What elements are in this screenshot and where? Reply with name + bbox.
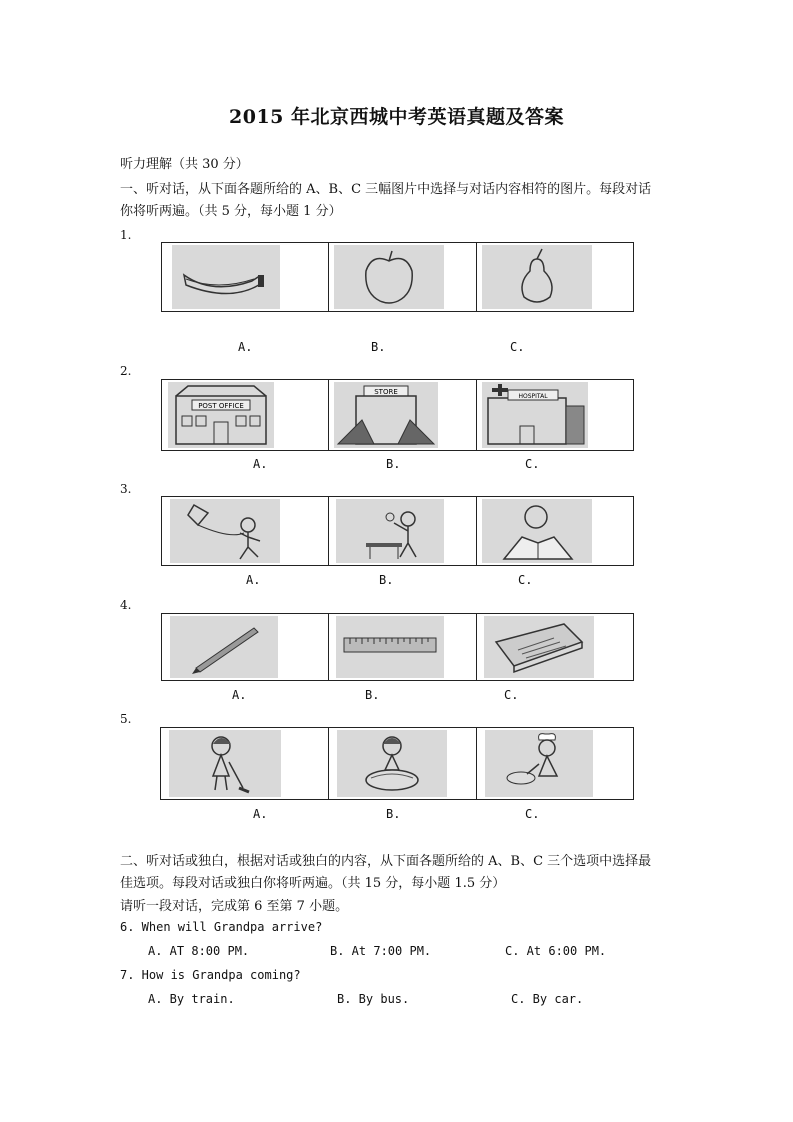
hospital-sign: HOSPITAL: [518, 393, 548, 400]
option-label-c: C.: [510, 340, 525, 354]
option-label-a: A.: [238, 340, 253, 354]
post-office-sign: POST OFFICE: [198, 402, 244, 410]
part1-instruction-line2: 你将听两遍。（共 5 分，每小题 1 分）: [120, 204, 342, 219]
pencil-picture[interactable]: [170, 616, 278, 678]
girl-washing-clothes-picture[interactable]: [337, 730, 447, 797]
boy-playing-ping-pong-picture[interactable]: [336, 499, 444, 563]
question-number: 3.: [120, 482, 132, 496]
banana-picture[interactable]: [172, 245, 280, 309]
option-label-a: A.: [246, 573, 261, 587]
ruler-picture[interactable]: [336, 616, 444, 678]
hospital-picture[interactable]: [482, 382, 588, 448]
part2-instruction-line2: 佳选项。每段对话或独白你将听两遍。（共 15 分，每小题 1.5 分）: [120, 876, 506, 891]
boy-flying-kite-picture[interactable]: [170, 499, 280, 563]
store-sign: STORE: [374, 388, 398, 396]
option-label-b: B.: [371, 340, 386, 354]
section-heading: 听力理解（共 30 分）: [120, 157, 249, 172]
option-label-c: C.: [525, 807, 540, 821]
option-label-a: A.: [253, 457, 268, 471]
question-6-option-a[interactable]: A. AT 8:00 PM.: [148, 944, 250, 958]
picture-row-1: [161, 242, 634, 312]
boy-reading-book-picture[interactable]: [482, 499, 592, 563]
question-number: 2.: [120, 364, 132, 378]
option-label-b: B.: [379, 573, 394, 587]
option-label-c: C.: [525, 457, 540, 471]
option-label-b: B.: [386, 457, 401, 471]
post-office-picture[interactable]: [168, 382, 274, 448]
apple-picture[interactable]: [334, 245, 444, 309]
option-label-c: C.: [504, 688, 519, 702]
part1-instruction-line1: 一、听对话，从下面各题所给的 A、B、C 三幅图片中选择与对话内容相符的图片。每段对话: [120, 182, 652, 197]
question-6-stem: 6. When will Grandpa arrive?: [120, 920, 323, 934]
picture-row-2: [161, 379, 634, 451]
question-6-option-c[interactable]: C. At 6:00 PM.: [505, 944, 607, 958]
option-label-c: C.: [518, 573, 533, 587]
part2-sub-instruction: 请听一段对话，完成第 6 至第 7 小题。: [120, 899, 349, 914]
girl-sweeping-picture[interactable]: [169, 730, 281, 797]
question-number: 5.: [120, 712, 132, 726]
option-label-b: B.: [365, 688, 380, 702]
picture-row-3: [161, 496, 634, 566]
question-7-option-b[interactable]: B. By bus.: [337, 992, 410, 1006]
girl-cooking-picture[interactable]: [485, 730, 593, 797]
picture-row-5: [160, 727, 634, 800]
pencil-box-picture[interactable]: [484, 616, 594, 678]
question-7-option-c[interactable]: C. By car.: [511, 992, 584, 1006]
option-label-a: A.: [232, 688, 247, 702]
store-picture[interactable]: [334, 382, 438, 448]
question-number: 1.: [120, 228, 132, 242]
question-7-stem: 7. How is Grandpa coming?: [120, 968, 301, 982]
pear-picture[interactable]: [482, 245, 592, 309]
option-label-b: B.: [386, 807, 401, 821]
option-label-a: A.: [253, 807, 268, 821]
part2-instruction-line1: 二、听对话或独白，根据对话或独白的内容，从下面各题所给的 A、B、C 三个选项中选择最: [120, 854, 652, 869]
question-6-option-b[interactable]: B. At 7:00 PM.: [330, 944, 432, 958]
page-title: 2015 年北京西城中考英语真题及答案: [229, 106, 564, 128]
picture-row-4: [161, 613, 634, 681]
question-7-option-a[interactable]: A. By train.: [148, 992, 235, 1006]
question-number: 4.: [120, 598, 132, 612]
